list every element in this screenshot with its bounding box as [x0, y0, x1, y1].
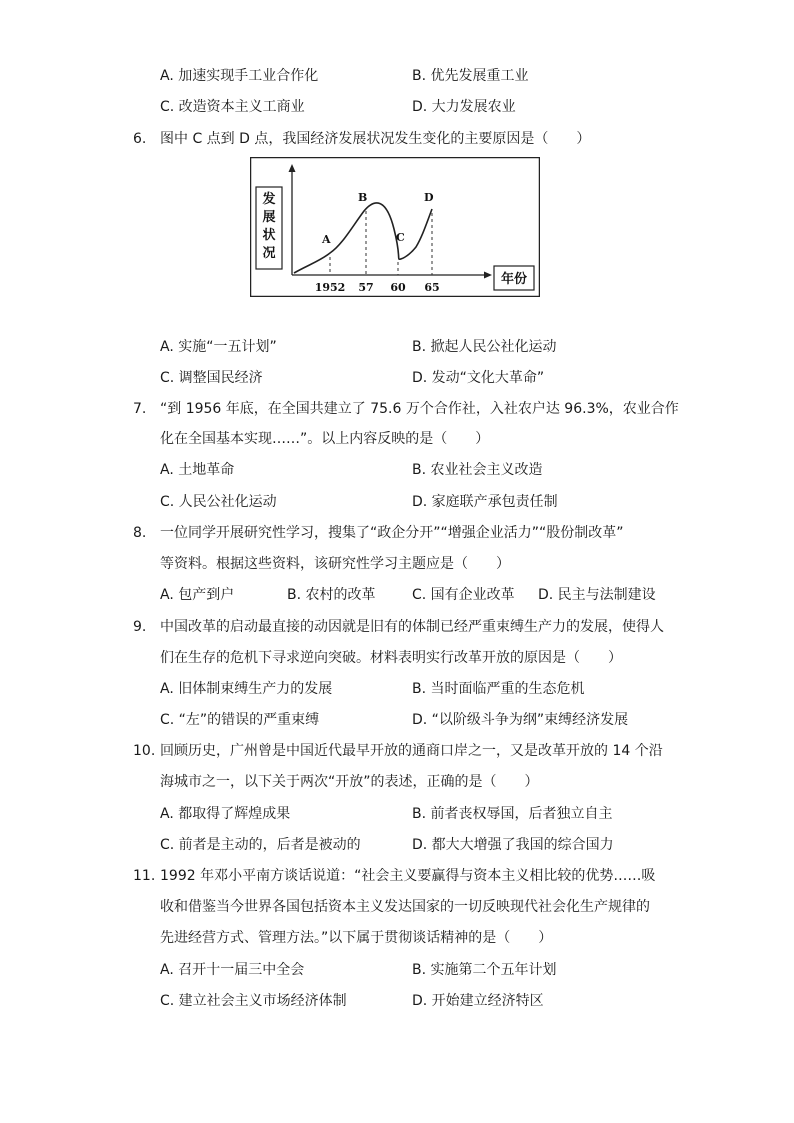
q6-option-b: B. 掀起人民公社化运动 [412, 339, 557, 355]
q11-stem-line1: 1992 年邓小平南方谈话说道：“社会主义要赢得与资本主义相比较的优势……吸 [160, 868, 656, 884]
point-label-b: B [358, 191, 368, 204]
q11-stem-line3: 先进经营方式、管理方法。”以下属于贯彻谈话精神的是（ ） [160, 930, 553, 946]
q9-stem-line1: 中国改革的启动最直接的动因就是旧有的体制已经严重束缚生产力的发展，使得人 [160, 619, 664, 635]
q8-option-d: D. 民主与法制建设 [538, 587, 656, 603]
q8-stem-line1: 一位同学开展研究性学习，搜集了“政企分开”“增强企业活力”“股份制改革” [160, 525, 624, 541]
q10-option-a: A. 都取得了辉煌成果 [160, 806, 291, 822]
q11-option-b: B. 实施第二个五年计划 [412, 962, 557, 978]
q7-number: 7. [133, 401, 147, 417]
q9-option-d: D. “以阶级斗争为纲”束缚经济发展 [412, 712, 629, 728]
x-tick-65: 65 [424, 281, 440, 294]
q6-option-c: C. 调整国民经济 [160, 370, 263, 386]
x-tick-57: 57 [358, 281, 374, 294]
q10-option-c: C. 前者是主动的，后者是被动的 [160, 837, 361, 853]
q5-option-c: C. 改造资本主义工商业 [160, 99, 305, 115]
y-axis-label: 发展状况 [262, 192, 276, 261]
q11-stem-line2: 收和借鉴当今世界各国包括资本主义发达国家的一切反映现代社会化生产规律的 [160, 899, 650, 915]
q6-option-d: D. 发动“文化大革命” [412, 370, 545, 386]
q9-option-a: A. 旧体制束缚生产力的发展 [160, 681, 333, 697]
q7-option-a: A. 土地革命 [160, 462, 235, 478]
q10-option-b: B. 前者丧权辱国，后者独立自主 [412, 806, 613, 822]
q7-stem-line1: “到 1956 年底，在全国共建立了 75.6 万个合作社，入社农户达 96.3%，农业合作 [160, 401, 679, 417]
q5-option-a: A. 加速实现手工业合作化 [160, 68, 319, 84]
q7-option-d: D. 家庭联产承包责任制 [412, 494, 558, 510]
q11-option-c: C. 建立社会主义市场经济体制 [160, 993, 347, 1009]
q7-option-b: B. 农业社会主义改造 [412, 462, 543, 478]
q6-economy-chart [250, 157, 540, 297]
q10-stem-line1: 回顾历史，广州曾是中国近代最早开放的通商口岸之一，又是改革开放的 14 个沿 [160, 743, 663, 759]
point-label-c: C [396, 231, 405, 244]
x-tick-1952: 1952 [314, 281, 346, 294]
q10-stem-line2: 海城市之一，以下关于两次“开放”的表述，正确的是（ ） [160, 774, 539, 790]
q9-number: 9. [133, 619, 147, 635]
q10-number: 10. [133, 743, 156, 759]
q11-number: 11. [133, 868, 156, 884]
q7-option-c: C. 人民公社化运动 [160, 494, 277, 510]
q6-number: 6. [133, 131, 147, 147]
point-label-a: A [322, 233, 331, 246]
q6-option-a: A. 实施“一五计划” [160, 339, 277, 355]
q11-option-d: D. 开始建立经济特区 [412, 993, 544, 1009]
q8-option-a: A. 包产到户 [160, 587, 235, 603]
q9-stem-line2: 们在生存的危机下寻求逆向突破。材料表明实行改革开放的原因是（ ） [160, 650, 622, 666]
point-label-d: D [424, 191, 434, 204]
q8-number: 8. [133, 525, 147, 541]
q7-stem-line2: 化在全国基本实现……”。以上内容反映的是（ ） [160, 431, 490, 447]
q8-stem-line2: 等资料。根据这些资料，该研究性学习主题应是（ ） [160, 556, 510, 572]
q8-option-c: C. 国有企业改革 [412, 587, 515, 603]
x-tick-60: 60 [390, 281, 406, 294]
q5-option-d: D. 大力发展农业 [412, 99, 516, 115]
q9-option-b: B. 当时面临严重的生态危机 [412, 681, 585, 697]
q6-stem: 图中 C 点到 D 点，我国经济发展状况发生变化的主要原因是（ ） [160, 131, 591, 147]
q10-option-d: D. 都大大增强了我国的综合国力 [412, 837, 614, 853]
q8-option-b: B. 农村的改革 [287, 587, 376, 603]
q9-option-c: C. “左”的错误的严重束缚 [160, 712, 320, 728]
q11-option-a: A. 召开十一届三中全会 [160, 962, 305, 978]
q5-option-b: B. 优先发展重工业 [412, 68, 529, 84]
x-axis-label: 年份 [500, 272, 528, 287]
